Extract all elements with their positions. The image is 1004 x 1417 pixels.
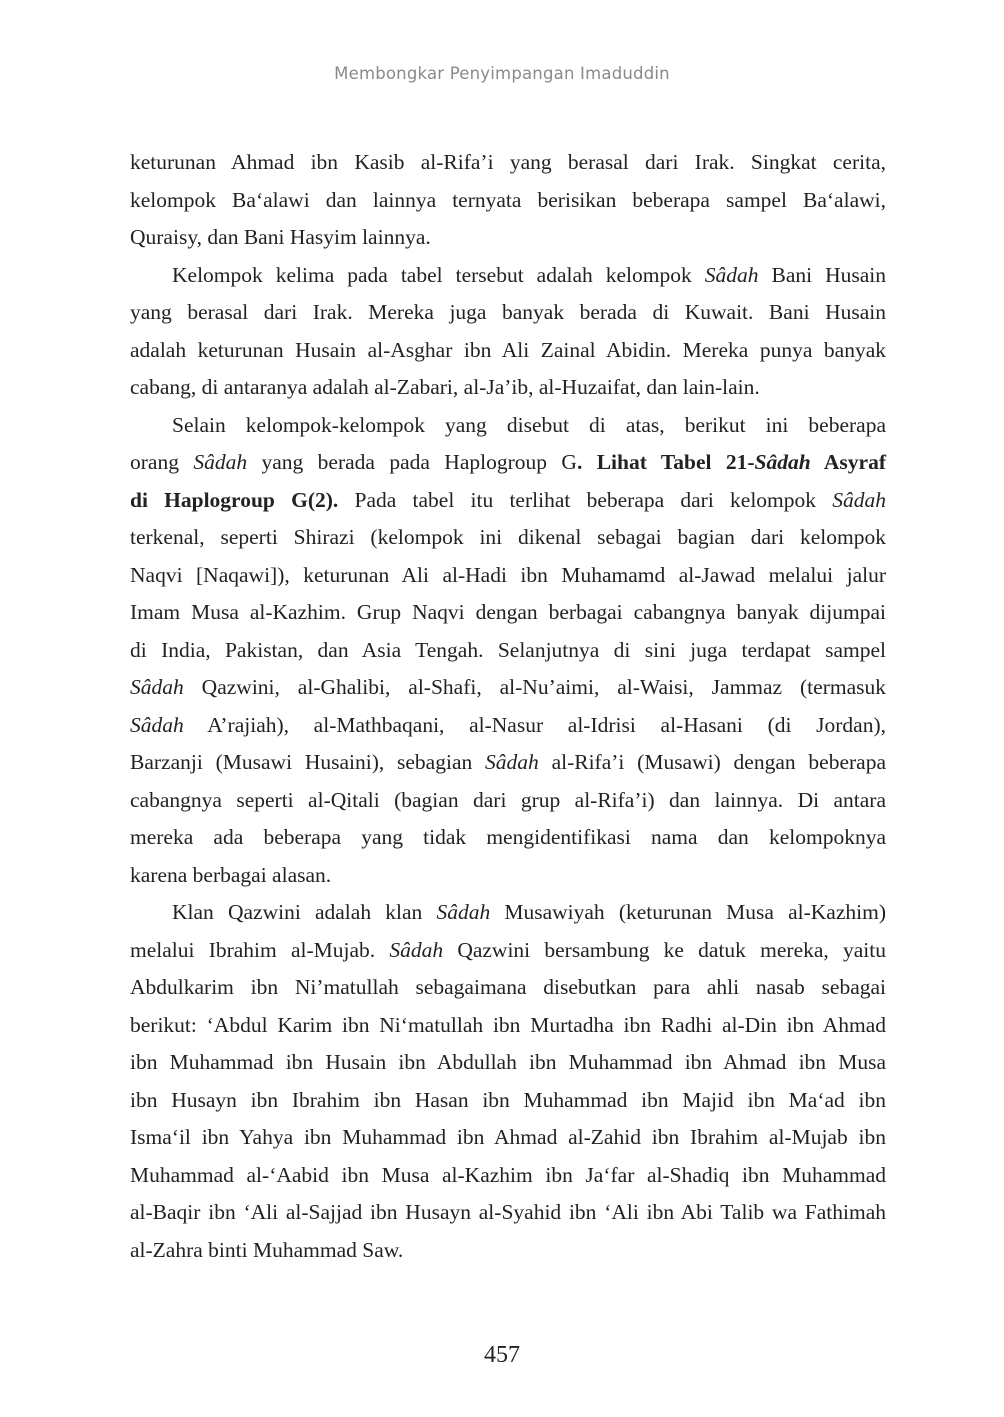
text-run: Musawiyah (keturunan Musa al-Kazhim) — [490, 900, 886, 924]
text-line — [130, 219, 886, 257]
text-run: karena berbagai alasan. — [130, 862, 332, 887]
text-line — [130, 969, 886, 1007]
emphasized-text: di Haplogroup G(2). — [130, 487, 339, 512]
text-run: melalui Ibrahim al-Mujab. — [130, 937, 390, 962]
text-run: adalah keturunan Husain al-Asghar ibn Ali Zainal Abidin. Mereka punya banyak — [130, 337, 886, 362]
text-run: Muhammad al-‘Aabid ibn Musa al-Kazhim ibn Ja‘far al-Shadiq ibn Muhammad — [130, 1162, 886, 1187]
text-line — [130, 144, 886, 182]
text-run: Pada tabel itu terlihat beberapa dari kelompok — [338, 487, 833, 512]
text-line — [130, 369, 886, 407]
text-line — [130, 1007, 886, 1045]
text-run: Naqvi [Naqawi]), keturunan Ali al-Hadi ibn Muhamamd al-Jawad melalui jalur — [130, 562, 886, 587]
text-run: yang berasal dari Irak. Mereka juga banyak berada di Kuwait. Bani Husain — [130, 300, 886, 324]
text-line — [130, 482, 886, 520]
text-line — [130, 707, 886, 745]
text-line — [130, 332, 886, 370]
emphasized-text: Asyraf — [810, 450, 887, 474]
paragraph — [130, 257, 886, 407]
text-run: ibn Husayn ibn Ibrahim ibn Hasan ibn Muhammad ibn Majid ibn Ma‘ad ibn — [130, 1087, 886, 1112]
text-run: Isma‘il ibn Yahya ibn Muhammad ibn Ahmad al-Zahid ibn Ibrahim al-Mujab ibn — [130, 1125, 886, 1149]
paragraph — [130, 407, 886, 895]
text-run: Imam Musa al-Kazhim. Grup Naqvi dengan berbagai cabangnya banyak dijumpai — [130, 600, 886, 624]
text-run: mereka ada beberapa yang tidak mengidentifikasi nama dan kelompoknya — [130, 825, 886, 849]
text-run: Bani Husain — [758, 262, 886, 287]
text-run: al-Zahra binti Muhammad Saw. — [130, 1237, 404, 1262]
text-run: terkenal, seperti Shirazi (kelompok ini dikenal sebagai bagian dari kelompok — [130, 525, 886, 549]
text-run: A’rajiah), al-Mathbaqani, al-Nasur al-Idrisi al-Hasani (di Jordan), — [183, 712, 886, 737]
text-line — [130, 744, 886, 782]
emphasized-text: Sâdah — [436, 900, 491, 924]
text-line — [130, 407, 886, 445]
text-line — [130, 782, 886, 820]
text-line — [130, 594, 886, 632]
text-run: Qazwini, al-Ghalibi, al-Shafi, al-Nu’aimi, al-Waisi, Jammaz (termasuk — [183, 675, 886, 699]
text-line — [130, 932, 886, 970]
emphasized-text: Sâdah — [754, 450, 811, 474]
text-line — [130, 894, 886, 932]
emphasized-text: Sâdah — [130, 675, 184, 699]
text-run: ibn Muhammad ibn Husain ibn Abdullah ibn Muhammad ibn Ahmad ibn Musa — [130, 1050, 886, 1074]
running-header: Membongkar Penyimpangan Imaduddin — [334, 64, 670, 83]
text-line — [130, 1157, 886, 1195]
text-run: Kelompok kelima pada tabel tersebut adalah kelompok — [172, 262, 705, 287]
text-line — [130, 294, 886, 332]
text-run: di India, Pakistan, dan Asia Tengah. Selanjutnya di sini juga terdapat sampel — [130, 637, 886, 662]
paragraph — [130, 894, 886, 1269]
text-line — [130, 1082, 886, 1120]
text-run: keturunan Ahmad ibn Kasib al-Rifa’i yang berasal dari Irak. Singkat cerita, — [130, 150, 886, 174]
text-line — [130, 1232, 886, 1270]
emphasized-text: Sâdah — [704, 262, 759, 287]
text-line — [130, 819, 886, 857]
text-run: orang — [130, 450, 194, 474]
text-line — [130, 444, 886, 482]
text-line — [130, 257, 886, 295]
text-run: al-Baqir ibn ‘Ali al-Sajjad ibn Husayn al-Syahid ibn ‘Ali ibn Abi Talib wa Fathimah — [130, 1200, 886, 1224]
text-line — [130, 519, 886, 557]
text-run: berikut: ‘Abdul Karim ibn Ni‘matullah ibn Murtadha ibn Radhi al-Din ibn Ahmad — [130, 1012, 886, 1037]
page-number: 457 — [484, 1342, 520, 1368]
text-run: Quraisy, dan Bani Hasyim lainnya. — [130, 225, 431, 249]
emphasized-text: . Lihat Tabel 21- — [576, 450, 755, 474]
text-line — [130, 1044, 886, 1082]
text-run: Abdulkarim ibn Ni’matullah sebagaimana disebutkan para ahli nasab sebagai — [130, 975, 886, 999]
text-run: Klan Qazwini adalah klan — [172, 900, 437, 924]
emphasized-text: Sâdah — [832, 487, 886, 512]
text-line — [130, 557, 886, 595]
text-run: Selain kelompok-kelompok yang disebut di atas, berikut ini beberapa — [172, 412, 886, 437]
body-text — [130, 144, 886, 1269]
text-line — [130, 632, 886, 670]
emphasized-text: Sâdah — [193, 450, 248, 474]
text-line — [130, 669, 886, 707]
text-run: Barzanji (Musawi Husaini), sebagian — [130, 750, 486, 774]
text-line — [130, 182, 886, 220]
text-run: yang berada pada Haplogroup G — [247, 450, 577, 474]
text-run: cabang, di antaranya adalah al-Zabari, al-Ja’ib, al-Huzaifat, dan lain-lain. — [130, 375, 760, 399]
text-run: al-Rifa’i (Musawi) dengan beberapa — [538, 750, 886, 774]
text-run: kelompok Ba‘alawi dan lainnya ternyata berisikan beberapa sampel Ba‘alawi, — [130, 187, 886, 212]
emphasized-text: Sâdah — [389, 937, 444, 962]
paragraph — [130, 144, 886, 257]
emphasized-text: Sâdah — [485, 750, 539, 774]
text-line — [130, 857, 886, 895]
emphasized-text: Sâdah — [130, 712, 184, 737]
text-line — [130, 1194, 886, 1232]
text-run: cabangnya seperti al-Qitali (bagian dari grup al-Rifa’i) dan lainnya. Di antara — [130, 787, 886, 812]
text-line — [130, 1119, 886, 1157]
text-run: Qazwini bersambung ke datuk mereka, yaitu — [443, 937, 886, 962]
